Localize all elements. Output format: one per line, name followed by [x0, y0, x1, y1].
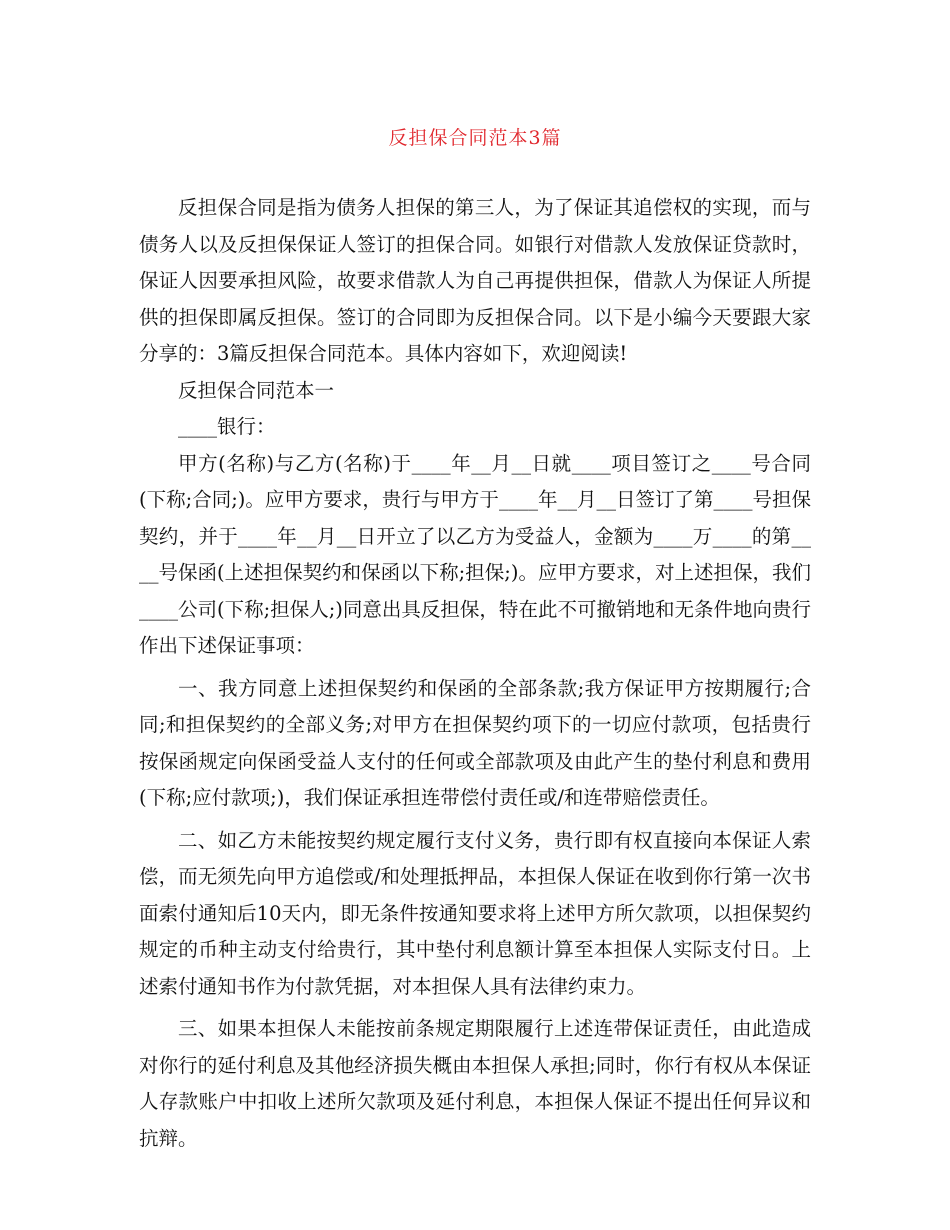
clause-three: 三、如果本担保人未能按前条规定期限履行上述连带保证责任，由此造成对你行的延付利息及其他经济损失概由本担保人承担;同时，你行有权从本保证人存款账户中扣收上述所欠款项及延付利息，本担保人保证不提出任何异议和抗辩。: [139, 1017, 811, 1150]
document-title: 反担保合同范本3篇: [388, 127, 562, 149]
document-body: [139, 190, 811, 1157]
clause-one: 一、我方同意上述担保契约和保函的全部条款;我方保证甲方按期履行;合同;和担保契约的全部义务;对甲方在担保契约项下的一切应付款项，包括贵行按保函规定向保函受益人支付的任何或全部款项及由此产生的垫付利息和费用(下称;应付款项;)，我们保证承担连带偿付责任或/和连带赔偿责任。: [139, 676, 811, 809]
addressee-line: ____银行：: [178, 415, 276, 438]
contract-paragraph: 甲方(名称)与乙方(名称)于____年__月__日就____项目签订之____号合同(下称;合同;)。应甲方要求，贵行与甲方于____年__月__日签订了第____号担保契约，并于____年__月__日开立了以乙方为受益人，金额为____万____的第____号保函(上述担保契约和保函以下称;担保;)。应甲方要求，对上述担保，我们____公司(下称;担保人;)同意出具反担保，特在此不可撤销地和无条件地向贵行作出下述保证事项：: [139, 451, 811, 657]
clause-two: 二、如乙方未能按契约规定履行支付义务，贵行即有权直接向本保证人索偿，而无须先向甲方追偿或/和处理抵押品，本担保人保证在收到你行第一次书面索付通知后10天内，即无条件按通知要求将上述甲方所欠款项，以担保契约规定的币种主动支付给贵行，其中垫付利息额计算至本担保人实际支付日。上述索付通知书作为付款凭据，对本担保人具有法律约束力。: [139, 828, 811, 998]
intro-paragraph: 反担保合同是指为债务人担保的第三人，为了保证其追偿权的实现，而与债务人以及反担保保证人签订的担保合同。如银行对借款人发放保证贷款时，保证人因要承担风险，故要求借款人为自己再提供担保，借款人为保证人所提供的担保即属反担保。签订的合同即为反担保合同。以下是小编今天要跟大家分享的：3篇反担保合同范本。具体内容如下，欢迎阅读!: [139, 196, 811, 365]
section-heading: 反担保合同范本一: [178, 378, 335, 402]
